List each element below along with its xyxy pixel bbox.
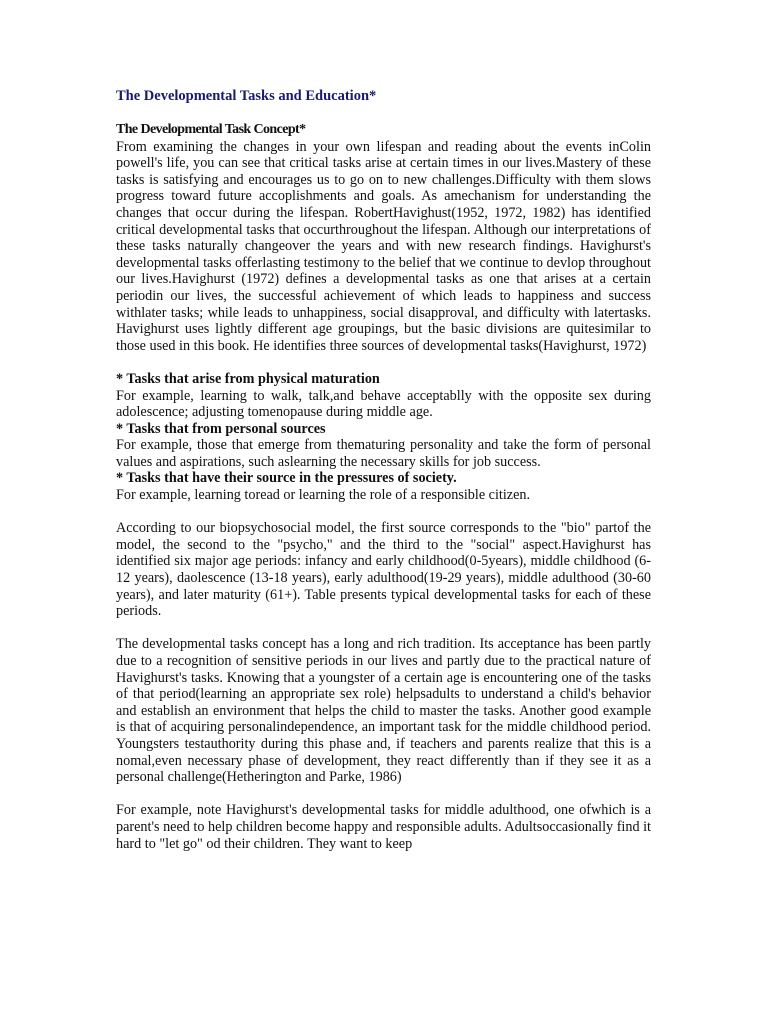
paragraph-gap [116,504,651,521]
model-paragraph: According to our biopsychosocial model, the first source corresponds to the "bio" partof the model, the second to the "psycho," and the third to the "social" aspect.Havighurst has identified six major age periods: infancy and early childhood(0-5years), middle childhood (6-12 years), daolescence (13-18 years), early adulthood(19-29 years), middle adulthood (30-60 years), and later maturity (61+). Table presents typical developmental tasks for each of these periods. [116,520,651,620]
section-heading: The Developmental Task Concept* [116,122,306,137]
document-content [116,87,651,852]
task-heading-personal: * Tasks that from personal sources [116,420,326,437]
task-text-personal: For example, those that emerge from thematuring personality and take the form of personal values and aspirations, such aslearning the necessary skills for job success. [116,437,651,470]
paragraph-gap [116,786,651,803]
task-heading-society: * Tasks that have their source in the pressures of society. [116,470,457,487]
paragraph-gap [116,620,651,637]
intro-paragraph: From examining the changes in your own lifespan and reading about the events inColin powell's life, you can see that critical tasks arise at certain times in our lives.Mastery of these tasks is satisfying and encourages us to go on to new challenges.Difficulty with them slows progress toward future accoplishments and goals. As amechanism for understanding the changes that occur during the lifespan. RobertHavighust(1952, 1972, 1982) has identified critical developmental tasks that occurthroughout the lifespan. Although our interpretations of these tasks naturally changeover the years and with new research findings. Havighurst's developmental tasks offerlasting testimony to the belief that we continue to devlop throughout our lives.Havighurst (1972) defines a developmental tasks as one that arises at a certain periodin our lives, the successful achievement of which leads to happiness and success withlater tasks; while leads to unhappiness, social disapproval, and difficulty with latertasks. Havighurst uses lightly different age groupings, but the basic divisions are quitesimilar to those used in this book. He identifies three sources of developmental tasks(Havighurst, 1972) [116,138,651,354]
paragraph-gap [116,354,651,371]
task-heading-physical: * Tasks that arise from physical maturation [116,370,380,387]
adulthood-paragraph: For example, note Havighurst's developmental tasks for middle adulthood, one ofwhich is a parent's need to help children become happy and responsible adults. Adultsoccasionally find it hard to "let go" od their children. They want to keep [116,802,651,852]
task-text-physical: For example, learning to walk, talk,and behave acceptablly with the opposite sex during adolescence; adjusting tomenopause during middle age. [116,387,651,421]
tradition-paragraph: The developmental tasks concept has a long and rich tradition. Its acceptance has been partly due to a recognition of sensitive periods in our lives and partly due to the practical nature of Havighurst's tasks. Knowing that a youngster of a certain age is encountering one of the tasks of that period(learning an appropriate sex role) helpsadults to understand a child's behavior and establish an environment that helps the child to master the tasks. Another good example is that of acquiring personalindependence, an important task for the middle childhood period. Youngsters testauthority during this phase and, if teachers and parents realize that this is a nomal,even necessary phase of development, they react differently than if they see it as a personal challenge(Hetherington and Parke, 1986) [116,636,651,786]
task-text-society: For example, learning toread or learning the role of a responsible citizen. [116,487,531,504]
document-title: The Developmental Tasks and Education* [116,88,377,104]
